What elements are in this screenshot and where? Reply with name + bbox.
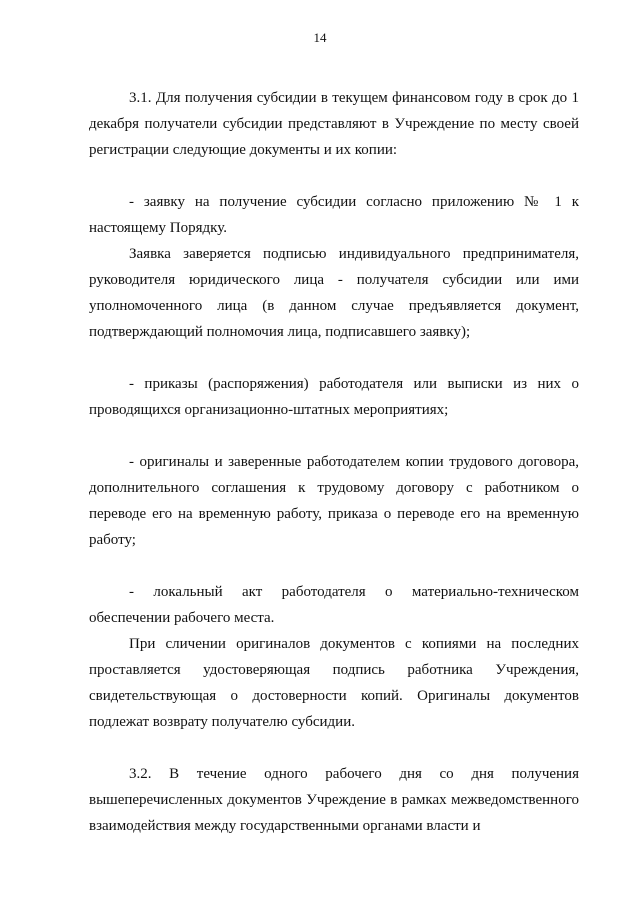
paragraph-verification: При сличении оригиналов документов с копиями на последних проставляется удостоверяющая подпись работника Учреждения, свидетельствующая о достоверности копий. Оригиналы документов подлежат возврату получателю субсидии.	[89, 636, 579, 730]
paragraph-originals-item: - оригиналы и заверенные работодателем копии трудового договора, дополнительного соглашения к трудовому договору с работником о переводе его на временную работу, приказа о переводе его на временную работу;	[89, 454, 579, 548]
document-body	[89, 85, 579, 839]
paragraph-local-act-item: - локальный акт работодателя о материально-техническом обеспечении рабочего места.	[89, 584, 579, 626]
paragraph-application-signature: Заявка заверяется подписью индивидуального предпринимателя, руководителя юридического лица - получателя субсидии или ими уполномоченного лица (в данном случае предъявляется документ, подтверждающий полномочия лица, подписавшего заявку);	[89, 246, 579, 340]
paragraph-orders-item: - приказы (распоряжения) работодателя или выписки из них о проводящихся организационно-штатных мероприятиях;	[89, 376, 579, 418]
paragraph-application-item: - заявку на получение субсидии согласно приложению № 1 к настоящему Порядку.	[89, 194, 579, 236]
paragraph-3-2: 3.2. В течение одного рабочего дня со дня получения вышеперечисленных документов Учреждение в рамках межведомственного взаимодействия между государственными органами власти и	[89, 766, 579, 834]
paragraph-3-1: 3.1. Для получения субсидии в текущем финансовом году в срок до 1 декабря получатели субсидии представляют в Учреждение по месту своей регистрации следующие документы и их копии:	[89, 90, 579, 158]
page-number: 14	[313, 30, 327, 45]
